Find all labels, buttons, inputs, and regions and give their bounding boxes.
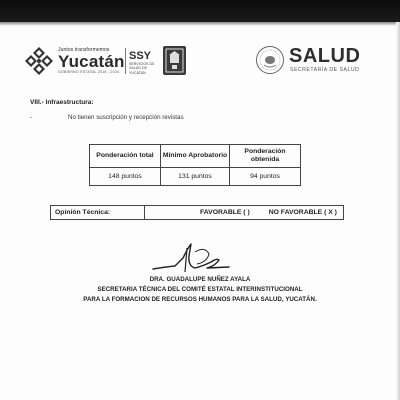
bullet-text: No tienen suscripción y recepción revistas <box>68 114 184 121</box>
header-total: Ponderación total <box>90 145 161 168</box>
yucatan-wordmark <box>58 47 125 75</box>
header-obtained: Ponderación obtenida <box>230 145 301 168</box>
opinion-favorable: FAVORABLE ( ) <box>200 209 250 216</box>
header-minimum: Mínimo Aprobatorio <box>161 145 230 168</box>
scores-header-row <box>90 145 301 168</box>
yucatan-government: GOBIERNO ESTATAL 2018 - 2024 <box>58 70 120 74</box>
value-minimum: 131 puntos <box>161 168 230 186</box>
yucatan-tagline: Juntos transformemos <box>58 47 110 53</box>
state-emblem-icon <box>163 46 186 75</box>
opinion-label: Opinión Técnica: <box>51 206 145 219</box>
yucatan-name: Yucatán <box>58 52 125 71</box>
ssy-full: SERVICIOS DE SALUD DE YUCATÁN <box>129 62 155 75</box>
yucatan-logo-icon <box>24 46 54 76</box>
signer-name: DRA. GUADALUPE NUÑEZ AYALA <box>149 276 251 283</box>
signer-title-line2: PARA LA FORMACION DE RECURSOS HUMANOS PARA LA SALUD, YUCATÁN. <box>83 296 317 303</box>
salud-title: SALUD <box>289 45 361 67</box>
section-title: VIII.- Infraestructura: <box>30 99 94 106</box>
value-obtained: 94 puntos <box>230 168 301 186</box>
technical-opinion-row <box>50 205 344 220</box>
scan-top-edge <box>0 0 400 22</box>
scan-edge-shadow <box>0 22 400 26</box>
value-total: 148 puntos <box>90 168 161 186</box>
handwritten-signature <box>145 240 235 280</box>
signer-title-line1: SECRETARIA TÉCNICA DEL COMITÉ ESTATAL INTERINSTITUCIONAL <box>97 286 303 293</box>
ssy-abbr: SSY <box>129 50 152 62</box>
national-seal-icon <box>255 45 285 75</box>
scores-value-row <box>90 168 301 186</box>
opinion-no-favorable: NO FAVORABLE ( X ) <box>268 209 337 216</box>
salud-subtitle: SECRETARÍA DE SALUD <box>290 67 360 73</box>
header-divider <box>125 48 126 74</box>
ssy-wordmark <box>129 50 159 75</box>
scan-right-edge <box>396 22 400 400</box>
scores-table <box>89 144 301 186</box>
bullet-dash: - <box>30 115 32 121</box>
